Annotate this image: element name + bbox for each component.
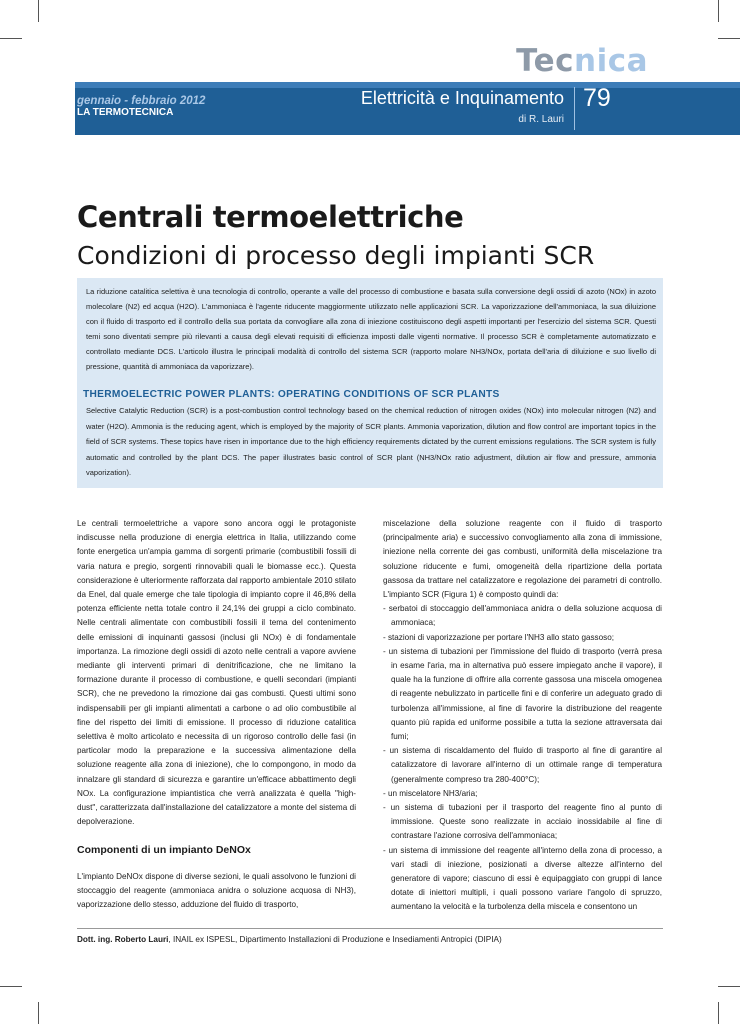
abstract-english-title: THERMOELECTRIC POWER PLANTS: OPERATING CONDITIONS OF SCR PLANTS <box>83 389 500 400</box>
crop-mark <box>0 986 22 987</box>
abstract-english: Selective Catalytic Reduction (SCR) is a post-combustion control technology based on the chemical reduction of nitrogen oxides (NOx) into molecular nitrogen (N2) and water (H2O). Ammonia is the reducing agent, which is employed by the majority of SCR plants. Ammonia vaporization, dilution and flow control are important topics in the field of SCR systems. These topics have risen in importance due to the high efficiency requirements dictated by the current emissions regulations. The SCR system is fully automatic and controlled by the plant DCS. The paper illustrates basic control of SCR plant (NH3/NOx ratio adjustment, dilution air flow and pressure, ammonia vaporization). <box>86 406 656 478</box>
header-divider <box>574 87 575 130</box>
body-paragraph: L'impianto DeNOx dispone di diverse sezioni, le quali assolvono le funzioni di stoccaggio del reagente (ammoniaca anidra o soluzione acquosa di NH3), vaporizzazione dello stesso, adduzione del fluido di trasporto, <box>77 871 356 910</box>
crop-mark <box>0 38 22 39</box>
footnote-author-name: Dott. ing. Roberto Lauri <box>77 935 169 944</box>
issue-date: gennaio - febbraio 2012 <box>77 95 206 107</box>
abstract-italian: La riduzione catalitica selettiva è una tecnologia di controllo, operante a valle del processo di combustione e basata sulla conversione degli ossidi di azoto (NOx) in azoto molecolare (N2) ed acqua (H2O). L'ammoniaca è l'agente riducente maggiormente utilizzato nelle applicazioni SCR. La vaporizzazione dell'ammoniaca, la sua diluizione con il fluido di trasporto ed il controllo della sua portata da convogliare alla zona di iniezione costituiscono degli aspetti importanti per l'esercizio del sistema SCR. Questi temi sono diventati sempre più rilevanti a causa degli elevati requisiti di efficienza imposti dalle vigenti normative. Il processo SCR è completamente automatizzato e controllato mediante DCS. L'articolo illustra le principali modalità di controllo del sistema SCR (rapporto molare NH3/NOx, portata dell'aria di diluizione e suo livello di pressione, quantità di ammoniaca da vaporizzare). <box>86 287 656 371</box>
brand-part2: nica <box>574 43 648 79</box>
crop-mark <box>718 0 719 22</box>
list-item: - un sistema di immissione del reagente all'interno della zona di processo, a vari stadi di iniezione, posizionati a diverse altezze all'interno del generatore di vapore; ciascuno di essi è equipaggiato con gruppi di lance dotate di iniettori multipli, i quali possono variare l'angolo di spruzzo, aumentano la velocità e la turbolenza della miscela e consentono un <box>383 845 662 912</box>
brand-part1: Tec <box>516 43 574 79</box>
list-item: - un miscelatore NH3/aria; <box>383 788 478 798</box>
crop-mark <box>38 1002 39 1024</box>
list-item: - un sistema di riscaldamento del fluido di trasporto al fine di garantire al catalizzatore di lavorare all'interno di un ottimale range di temperatura (generalmente compreso tra 280-400°C); <box>383 746 662 784</box>
component-list <box>383 602 662 914</box>
list-item: - un sistema di tubazioni per l'immissione del fluido di trasporto (verrà presa in esame l'aria, ma in alternativa può essere impiegato anche il vapore), il quale ha la funzione di offrire alla corrente gassosa una miscela omogenea di reagente nebulizzato in particelle fini e di conferire un adeguato grado di turbolenza all'immissione, al fine di favorire la distribuzione del reagente quanto più rapida ed uniforme possibile a tutta la sezione attraversata dai fumi; <box>383 646 662 742</box>
body-paragraph: Le centrali termoelettriche a vapore sono ancora oggi le protagoniste indiscusse nella produzione di energia elettrica in Italia, utilizzando come fonte energetica un'ampia gamma di sorgenti primarie (combustibili fossili di varia natura e pregio, sorgenti rinnovabili quali le biomasse ecc.). Questa considerazione è ulteriormente rafforzata dal rapporto ambientale 2010 stilato da Enel, dal quale emerge che tale tipologia di impianto copre il 46,8% della potenza efficiente netta totale contro il 24,1% dei gruppi a ciclo combinato. Nelle centrali alimentate con combustibili fossili il tema del contenimento delle emissioni di inquinanti gassosi (inclusi gli NOx) è di fondamentale importanza. La rimozione degli ossidi di azoto nelle centrali a vapore avviene mediante gli interventi primari di denitrificazione, che ne limitano la formazione durante il processo di combustione, e quelli secondari (impianti SCR), che ne prevedono la rimozione dai gas combusti. Questi ultimi sono indispensabili per gli impianti alimentati a carbone o ad olio combustibile al fine del rispetto dei limiti di emissione. Il processo di riduzione catalitica selettiva è molto articolato e necessita di un rigoroso controllo delle fasi (in particolar modo la preparazione e la successiva alimentazione della soluzione reagente alla zona di iniezione), che lo compongono, in modo da innalzare gli standard di sicurezza e garantire un'efficace abbattimento degli NOx. La configurazione impiantistica che verrà analizzata è quella "high-dust", caratterizzata dall'installazione del catalizzatore a monte del sistema di depolverazione. <box>77 519 356 827</box>
crop-mark <box>718 986 740 987</box>
article-title: Centrali termoelettriche <box>77 200 464 234</box>
page-number: 79 <box>583 84 611 112</box>
magazine-name: LA TERMOTECNICA <box>77 107 174 118</box>
section-title: Elettricità e Inquinamento <box>360 88 564 108</box>
author-footnote <box>77 935 502 944</box>
author-byline: di R. Lauri <box>518 114 564 125</box>
journal-brand <box>516 43 648 79</box>
body-column-right <box>383 517 662 915</box>
crop-mark <box>718 38 740 39</box>
list-item: - un sistema di tubazioni per il trasporto del reagente fino al punto di immissione. Queste sono realizzate in acciaio inossidabile al fine di contrastare l'azione corrosiva dell'ammoniaca; <box>383 803 662 841</box>
crop-mark <box>718 1002 719 1024</box>
list-item: - serbatoi di stoccaggio dell'ammoniaca anidra o della soluzione acquosa di ammoniaca; <box>383 604 662 628</box>
body-paragraph: miscelazione della soluzione reagente con il fluido di trasporto (principalmente aria) e successivo convogliamento alla zona di immissione, iniezione nella corrente dei gas combusti, uniformità della miscelazione tra soluzione riducente e fumi, omogeneità della ripartizione della portata gassosa da trattare nel catalizzatore e regolazione dei parametri di controllo. L'impianto SCR (Figura 1) è composto quindi da: <box>383 519 662 600</box>
section-heading: Componenti di un impianto DeNOx <box>77 844 251 857</box>
abstract-box <box>77 278 663 488</box>
header-band <box>75 82 740 135</box>
article-subtitle: Condizioni di processo degli impianti SCR <box>77 241 595 270</box>
crop-mark <box>38 0 39 22</box>
footnote-affiliation: , INAIL ex ISPESL, Dipartimento Installazioni di Produzione e Insediamenti Antropici (DIPIA) <box>168 935 502 944</box>
list-item: - stazioni di vaporizzazione per portare l'NH3 allo stato gassoso; <box>383 632 614 642</box>
body-column-left <box>77 517 356 912</box>
footnote-divider <box>77 928 663 929</box>
